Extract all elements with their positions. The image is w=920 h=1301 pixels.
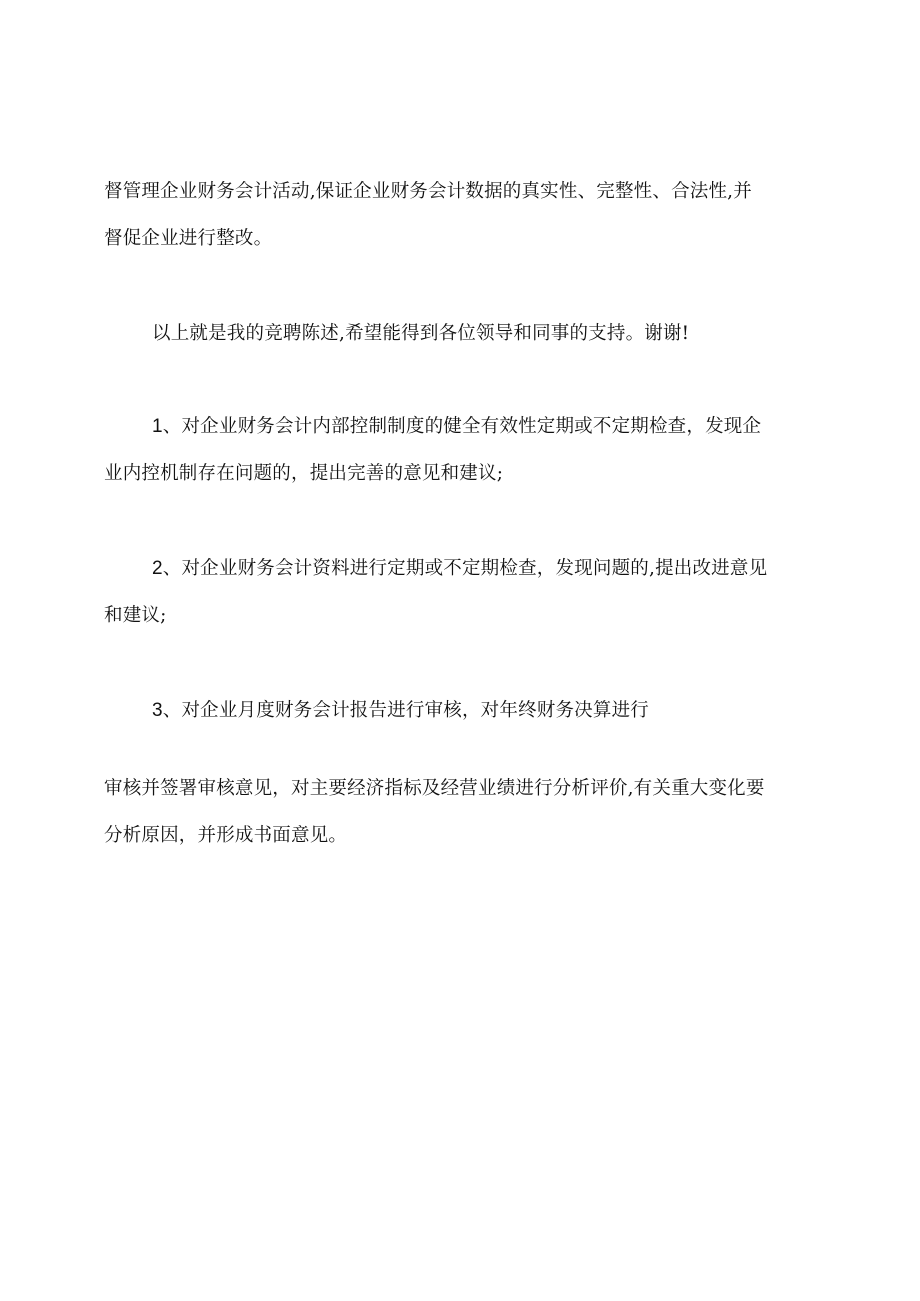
list-number: 1 [152, 416, 163, 437]
list-item-line [0, 687, 920, 734]
list-item-line: 业内控机制存在问题的，提出完善的意见和建议; [104, 463, 504, 484]
paragraph-line: 督促企业进行整改。 [104, 228, 273, 249]
list-item-3 [0, 687, 920, 734]
list-item-1 [0, 403, 920, 497]
list-item-text: 、对企业月度财务会计报告进行审核，对年终财务决算进行 [162, 700, 649, 721]
list-item-line [0, 403, 920, 450]
paragraph-line: 审核并签署审核意见，对主要经济指标及经营业绩进行分析评价,有关重大变化要 [104, 778, 765, 799]
list-number: 3 [152, 700, 163, 721]
paragraph-line: 以上就是我的竞聘陈述,希望能得到各位领导和同事的支持。谢谢! [152, 323, 690, 344]
paragraph-line: 分析原因，并形成书面意见。 [104, 825, 348, 846]
list-number: 2 [152, 558, 163, 579]
paragraph-supervision [0, 168, 920, 262]
list-item-line [0, 545, 920, 592]
paragraph-closing [0, 310, 920, 357]
list-item-text: 、对企业财务会计内部控制制度的健全有效性定期或不定期检查，发现企 [162, 416, 762, 437]
list-item-line: 和建议; [104, 605, 167, 626]
paragraph-line: 督管理企业财务会计活动,保证企业财务会计数据的真实性、完整性、合法性,并 [104, 181, 752, 202]
list-item-2 [0, 545, 920, 639]
list-item-text: 、对企业财务会计资料进行定期或不定期检查，发现问题的,提出改进意见 [162, 558, 768, 579]
paragraph-review [0, 765, 920, 859]
